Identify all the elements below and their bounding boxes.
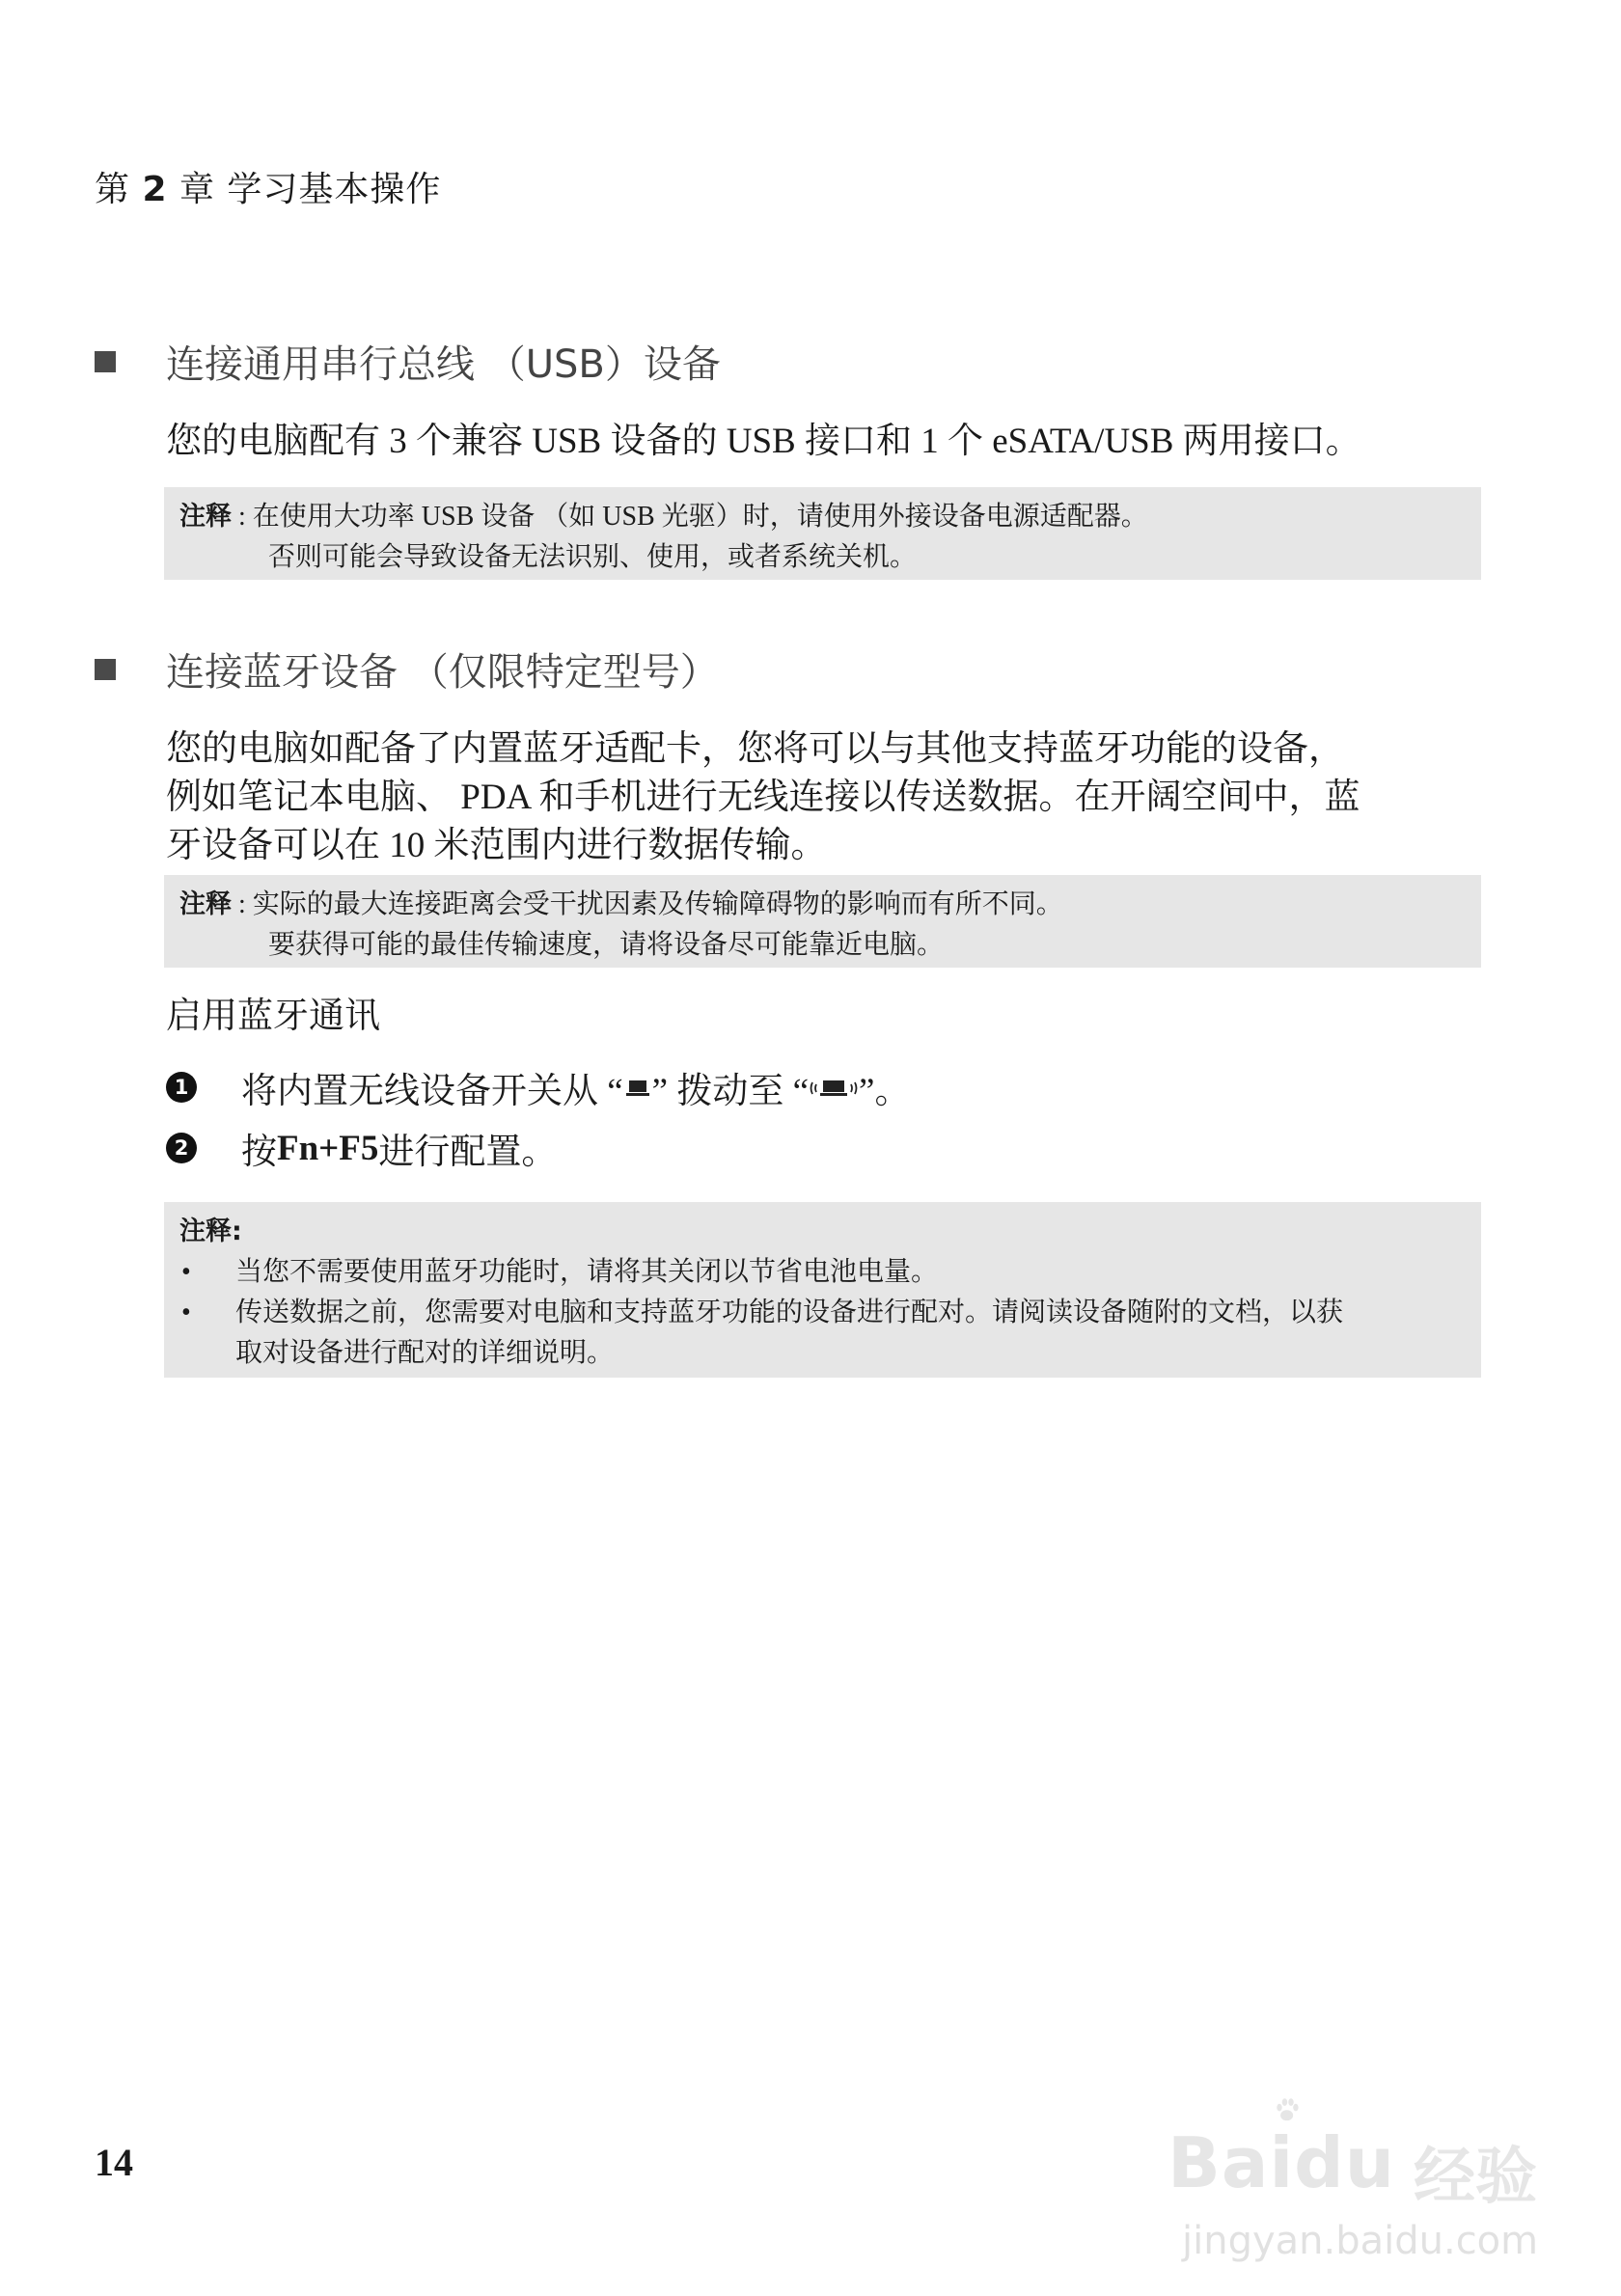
note-line: 在使用大功率 USB 设备 （如 USB 光驱）时，请使用外接设备电源适配器。 xyxy=(252,502,1148,532)
chapter-prefix: 第 xyxy=(95,170,131,209)
note-bullet xyxy=(179,1293,1466,1374)
note-label: 注释 xyxy=(179,889,232,919)
bullet-text xyxy=(235,1293,1343,1374)
laptop-icon xyxy=(623,1067,652,1108)
body-line: 您的电脑如配备了内置蓝牙适配卡，您将可以与其他支持蓝牙功能的设备， xyxy=(166,729,1344,769)
bullet-icon: • xyxy=(181,1257,191,1287)
section-title-bluetooth: 连接蓝牙设备 （仅限特定型号） xyxy=(166,650,719,695)
body-line: 牙设备可以在 10 米范围内进行数据传输。 xyxy=(166,826,827,865)
square-bullet-icon xyxy=(95,351,116,372)
bluetooth-note: 注释 : 实际的最大连接距离会受干扰因素及传输障碍物的影响而有所不同。 要获得可能的最佳传输速度，请将设备尽可能靠近电脑。 xyxy=(164,875,1481,968)
bullet-text: 当您不需要使用蓝牙功能时，请将其关闭以节省电池电量。 xyxy=(235,1257,939,1287)
square-bullet-icon xyxy=(95,659,116,680)
key-combo: Fn+F5 xyxy=(277,1128,379,1168)
chapter-title: 章 学习基本操作 xyxy=(179,170,442,209)
note-line: 否则可能会导致设备无法识别、使用，或者系统关机。 xyxy=(268,542,918,572)
section-title-usb: 连接通用串行总线 （USB）设备 xyxy=(166,342,721,387)
body-line: 例如笔记本电脑、 PDA 和手机进行无线连接以传送数据。在开阔空间中，蓝 xyxy=(166,778,1360,817)
page-number: 14 xyxy=(95,2141,133,2184)
bullet-icon: • xyxy=(181,1298,191,1327)
step-text: 将内置无线设备开关从 “ xyxy=(241,1072,623,1111)
step-text: ”。 xyxy=(859,1072,911,1111)
section-heading-usb xyxy=(95,334,721,389)
enable-note xyxy=(164,1202,1481,1378)
step-text: 进行配置。 xyxy=(378,1133,558,1172)
note-line: 实际的最大连接距离会受干扰因素及传输障碍物的影响而有所不同。 xyxy=(252,889,1063,919)
step-number-icon: 2 xyxy=(166,1133,197,1163)
note-bullet xyxy=(179,1252,1466,1293)
note-label: 注释 xyxy=(179,502,232,532)
step-1 xyxy=(166,1061,910,1113)
step-text: 按 xyxy=(241,1133,277,1172)
bluetooth-body xyxy=(166,725,1488,870)
chapter-header xyxy=(95,162,441,211)
step-2 xyxy=(166,1122,557,1174)
note-line: 要获得可能的最佳传输速度，请将设备尽可能靠近电脑。 xyxy=(268,930,945,960)
usb-note: 注释 : 在使用大功率 USB 设备 （如 USB 光驱）时，请使用外接设备电源适配器。 否则可能会导致设备无法识别、使用，或者系统关机。 xyxy=(164,487,1481,580)
watermark-brand: Baidu xyxy=(1168,2122,1395,2203)
bullet-line: 传送数据之前，您需要对电脑和支持蓝牙功能的设备进行配对。请阅读设备随附的文档，以获 xyxy=(235,1298,1344,1327)
laptop-wireless-icon xyxy=(809,1067,859,1108)
step-text: ” 拨动至 “ xyxy=(651,1072,810,1111)
note-label: 注释: xyxy=(179,1216,242,1246)
step-number-icon: 1 xyxy=(166,1072,197,1103)
chapter-number: 2 xyxy=(142,170,168,209)
watermark-cn: 经验 xyxy=(1414,2142,1537,2213)
usb-body: 您的电脑配有 3 个兼容 USB 设备的 USB 接口和 1 个 eSATA/USB 两用接口。 xyxy=(166,422,1361,461)
section-heading-bluetooth xyxy=(95,642,719,697)
bullet-line: 取对设备进行配对的详细说明。 xyxy=(235,1338,615,1368)
watermark-url: jingyan.baidu.com xyxy=(1182,2219,1539,2263)
subsection-title: 启用蓝牙通讯 xyxy=(166,995,380,1036)
